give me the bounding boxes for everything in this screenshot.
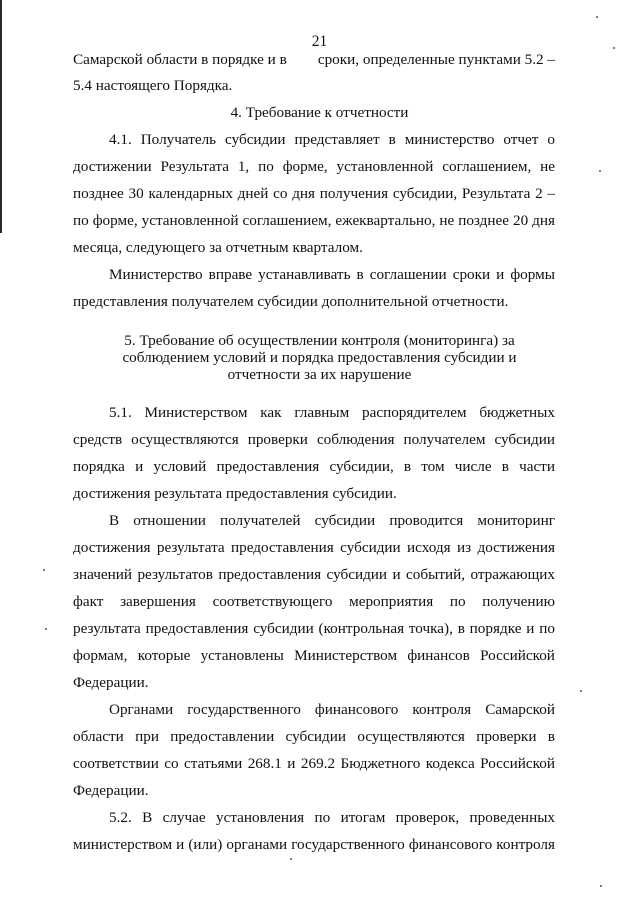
text-line: порядка и условий предоставления субсидии, в том числе в части (73, 458, 555, 475)
text-line: по форме, установленной соглашением, ежеквартально, не позднее 20 дня (73, 212, 555, 229)
text-line: 5.1. Министерством как главным распорядителем бюджетных (109, 404, 555, 421)
scan-speck (43, 569, 45, 571)
scan-speck (45, 628, 47, 630)
text-line: соответствии со статьями 268.1 и 269.2 Бюджетного кодекса Российской (73, 755, 555, 772)
section-heading: соблюдением условий и порядка предоставления субсидии и (122, 349, 517, 366)
scan-speck (596, 16, 598, 18)
text-line: месяца, следующего за отчетным кварталом. (73, 239, 363, 256)
scan-speck (580, 690, 582, 692)
text-line: Федерации. (73, 674, 149, 691)
text-line: достижения результата предоставления субсидии. (73, 485, 397, 502)
text-line: министерством и (или) органами государственного финансового контроля (73, 836, 555, 853)
text-line: результата предоставления субсидии (контрольная точка), в порядке и по (73, 620, 555, 637)
page-number: 21 (311, 33, 328, 50)
text-line: Органами государственного финансового контроля Самарской (109, 701, 555, 718)
text-line: средств осуществляются проверки соблюдения получателем субсидии (73, 431, 555, 448)
scan-speck (600, 885, 602, 887)
text-line: представления получателем субсидии дополнительной отчетности. (73, 293, 509, 310)
text-line: Федерации. (73, 782, 149, 799)
text-line: 5.4 настоящего Порядка. (73, 77, 233, 94)
section-heading: отчетности за их нарушение (227, 366, 412, 383)
text-line: достижении Результата 1, по форме, установленной соглашением, не (73, 158, 555, 175)
text-line: позднее 30 календарных дней со дня получения субсидии, Результата 2 – (73, 185, 555, 202)
text-line: области при предоставлении субсидии осуществляются проверки в (73, 728, 555, 745)
text-line: Самарской области в порядке и в сроки, определенные пунктами 5.2 – (73, 51, 555, 68)
text-line: 5.2. В случае установления по итогам проверок, проведенных (109, 809, 555, 826)
scan-speck (599, 170, 601, 172)
text-line: достижения результата предоставления субсидии исходя из достижения (73, 539, 555, 556)
section-heading: 5. Требование об осуществлении контроля (мониторинга) за (124, 332, 515, 349)
text-line: Министерство вправе устанавливать в соглашении сроки и формы (109, 266, 555, 283)
text-line: формам, которые установлены Министерством финансов Российской (73, 647, 555, 664)
section-heading: 4. Требование к отчетности (230, 104, 409, 121)
text-line: 4.1. Получатель субсидии представляет в министерство отчет о (109, 131, 555, 148)
text-line: значений результатов предоставления субсидии и событий, отражающих (73, 566, 555, 583)
text-line: факт завершения соответствующего мероприятия по получению (73, 593, 555, 610)
text-line: В отношении получателей субсидии проводится мониторинг (109, 512, 555, 529)
scan-speck (290, 858, 292, 860)
